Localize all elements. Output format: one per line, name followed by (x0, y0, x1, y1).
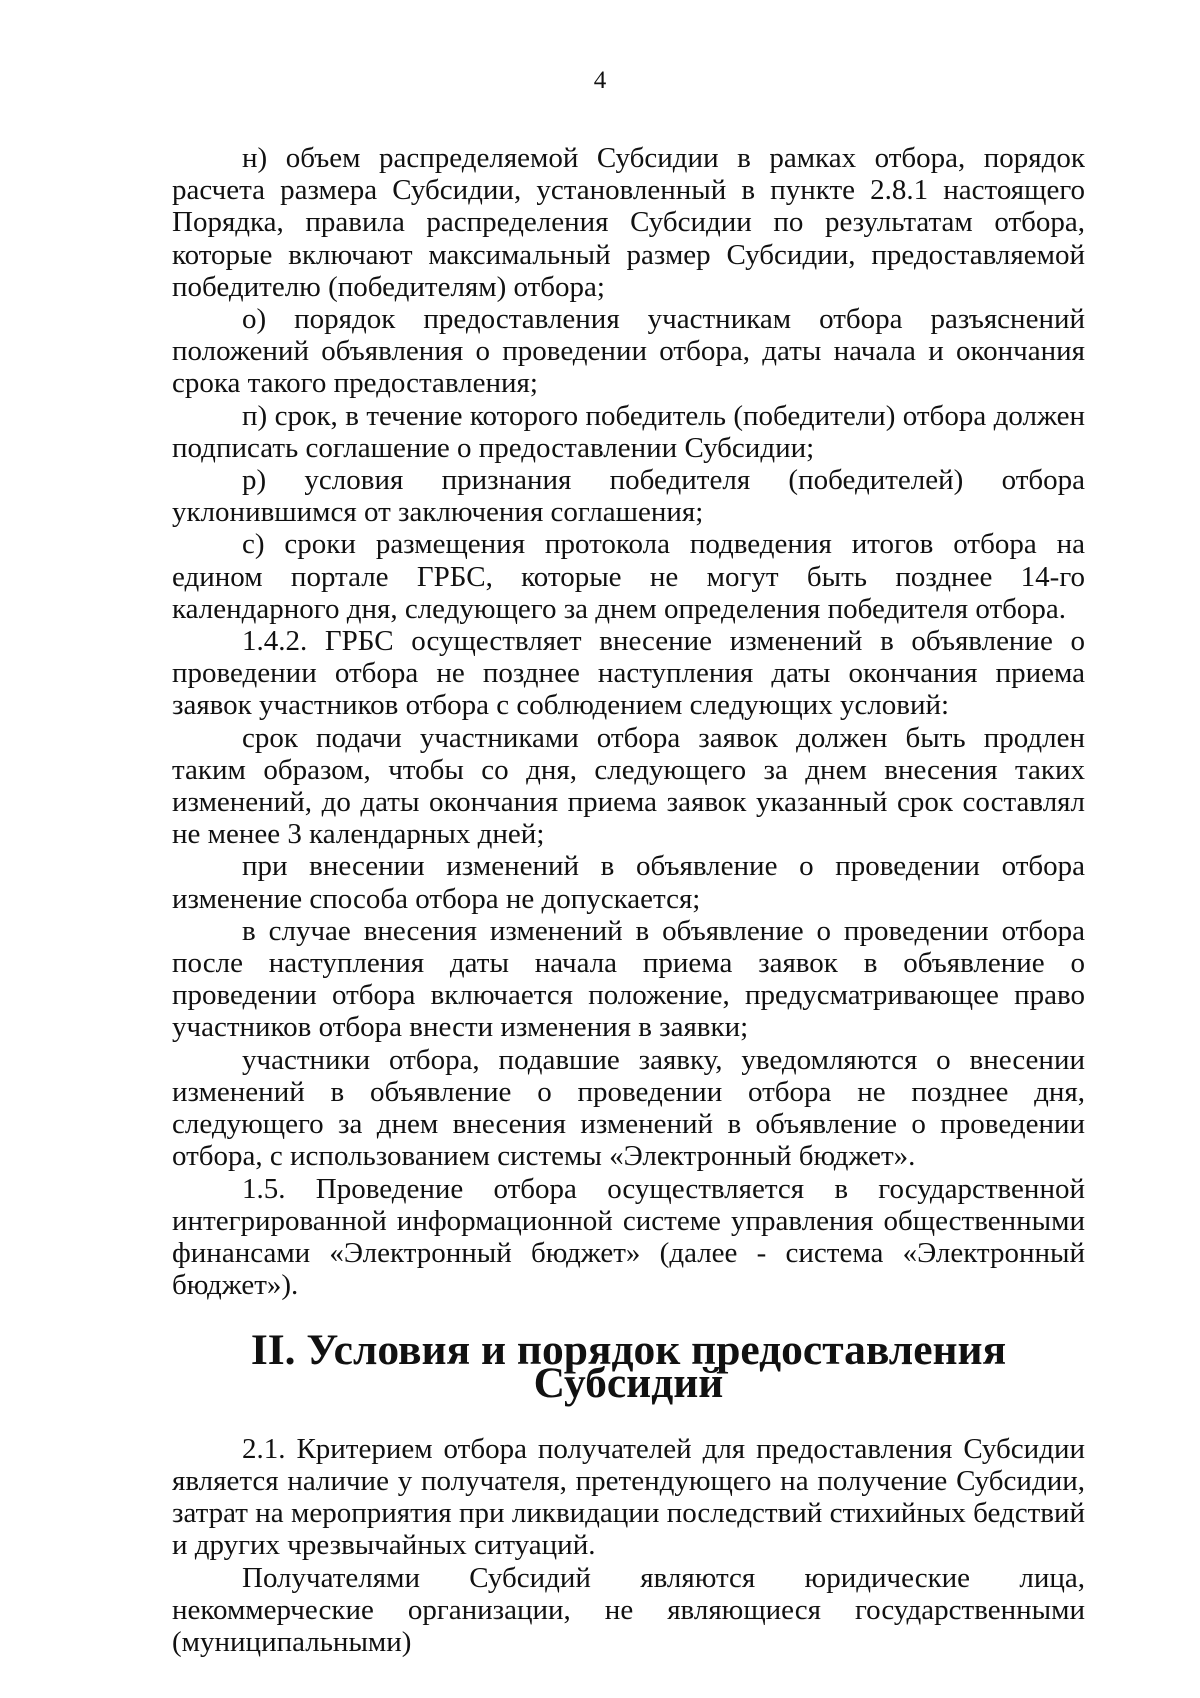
paragraph: р) условия признания победителя (победителей) отбора уклонившимся от заключения соглашения; (172, 464, 1085, 529)
paragraph: 2.1. Критерием отбора получателей для предоставления Субсидии является наличие у получателя, претендующего на получение Субсидии, затрат на мероприятия при ликвидации последствий стихийных бедствий и других чрезвычайных ситуаций. (172, 1432, 1085, 1562)
paragraph: о) порядок предоставления участникам отбора разъяснений положений объявления о проведении отбора, даты начала и окончания срока такого предоставления; (172, 303, 1085, 400)
section-heading: II. Условия и порядок предоставления Субсидий (250, 1326, 1007, 1407)
paragraph: участники отбора, подавшие заявку, уведомляются о внесении изменений в объявление о проведении отбора не позднее дня, следующего за днем внесения изменений в объявление о проведении отбора, с использованием системы «Электронный бюджет». (172, 1043, 1085, 1173)
paragraph: 1.4.2. ГРБС осуществляет внесение изменений в объявление о проведении отбора не позднее наступления даты окончания приема заявок участников отбора с соблюдением следующих условий: (172, 625, 1085, 722)
paragraph: 1.5. Проведение отбора осуществляется в государственной интегрированной информационной системе управления общественными финансами «Электронный бюджет» (далее - система «Электронный бюджет»). (172, 1172, 1085, 1302)
paragraph: в случае внесения изменений в объявление о проведении отбора после наступления даты начала приема заявок в объявление о проведении отбора включается положение, предусматривающее право участников отбора внести изменения в заявки; (172, 914, 1085, 1044)
document-body (172, 142, 1085, 1658)
paragraph: при внесении изменений в объявление о проведении отбора изменение способа отбора не допускается; (172, 850, 1085, 915)
paragraph: с) сроки размещения протокола подведения итогов отбора на едином портале ГРБС, которые не могут быть позднее 14-го календарного дня, следующего за днем определения победителя отбора. (172, 528, 1085, 625)
paragraph: н) объем распределяемой Субсидии в рамках отбора, порядок расчета размера Субсидии, установленный в пункте 2.8.1 настоящего Порядка, правила распределения Субсидии по результатам отбора, которые включают максимальный размер Субсидии, предоставляемой победителю (победителям) отбора; (172, 142, 1085, 303)
paragraph: п) срок, в течение которого победитель (победители) отбора должен подписать соглашение о предоставлении Субсидии; (172, 399, 1085, 464)
paragraph: Получателями Субсидий являются юридические лица, некоммерческие организации, не являющиеся государственными (муниципальными) (172, 1561, 1085, 1658)
page-number: 4 (593, 67, 607, 94)
paragraph: срок подачи участниками отбора заявок должен быть продлен таким образом, чтобы со дня, следующего за днем внесения таких изменений, до даты окончания приема заявок указанный срок составлял не менее 3 календарных дней; (172, 721, 1085, 851)
